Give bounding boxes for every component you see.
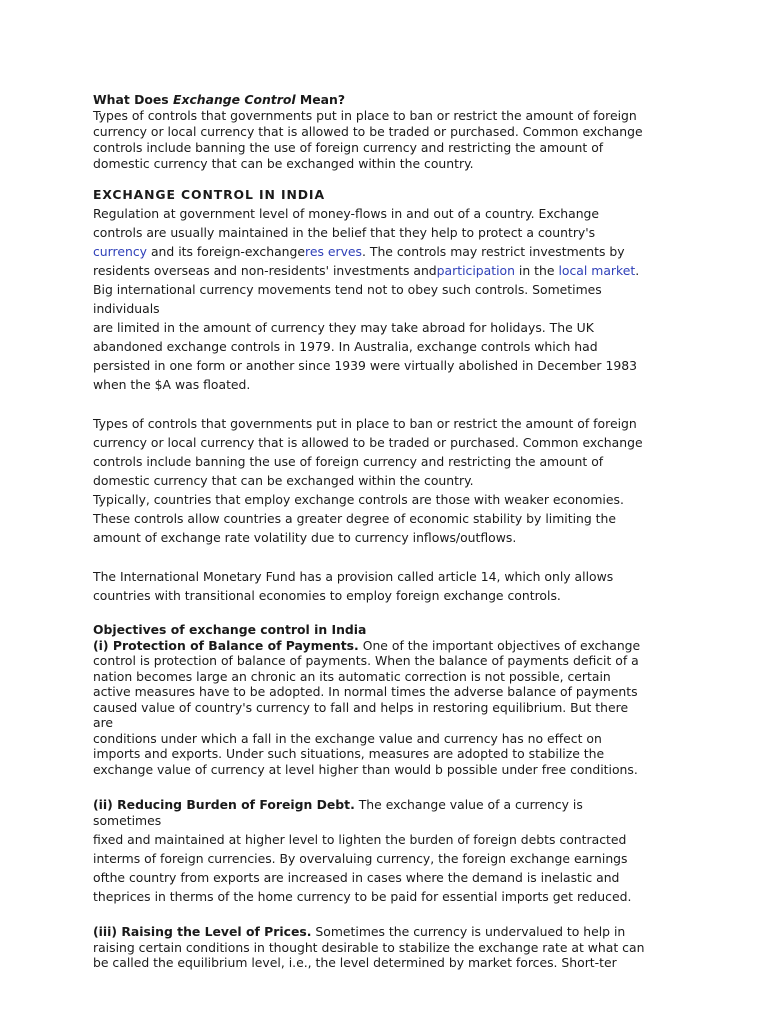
paragraph-line: domestic currency that can be exchanged within the country. — [93, 156, 474, 171]
section-exchange-control-india — [93, 185, 683, 394]
paragraph-line: (iii) Raising the Level of Prices. Sometimes the currency is undervalued to help in — [93, 924, 626, 939]
paragraph-line: controls include banning the use of foreign currency and restricting the amount of — [93, 454, 604, 469]
participation-link[interactable]: participation — [436, 263, 515, 278]
paragraph-line: sometimes — [93, 812, 162, 828]
paragraph-line: Big international currency movements tend not to obey such controls. Sometimes — [93, 282, 602, 297]
paragraph-line: active measures have to be adopted. In normal times the adverse balance of payments — [93, 684, 638, 699]
objective-title: (iii) Raising the Level of Prices. — [93, 924, 312, 939]
section-heading: Objectives of exchange control in India — [93, 622, 367, 637]
currency-link[interactable]: currency — [93, 244, 147, 259]
section-objective-ii-body — [93, 830, 683, 906]
paragraph-line: caused value of country's currency to fall and helps in restoring equilibrium. But there — [93, 699, 629, 715]
paragraph-line: theprices in therms of the home currency to be paid for essential imports get reduced. — [93, 889, 632, 904]
paragraph-line: conditions under which a fall in the exchange value and currency has no effect on — [93, 730, 602, 746]
paragraph-line: currency and its foreign-exchangeres erves. The controls may restrict investments by — [93, 244, 625, 259]
section-types-of-controls — [93, 414, 683, 547]
paragraph-line: exchange value of currency at level higher than would b possible under free conditions. — [93, 761, 638, 777]
paragraph-line: Typically, countries that employ exchange controls are those with weaker economies. — [93, 492, 624, 507]
paragraph-line: Regulation at government level of money-flows in and out of a country. Exchange — [93, 206, 600, 221]
section-objective-iii — [93, 924, 683, 971]
paragraph-line: amount of exchange rate volatility due to currency inflows/outflows. — [93, 530, 517, 545]
paragraph-line: currency or local currency that is allowed to be traded or purchased. Common exchange — [93, 124, 643, 139]
paragraph-line: persisted in one form or another since 1939 were virtually abolished in December 1983 — [93, 358, 637, 373]
paragraph-line: residents overseas and non-residents' investments andparticipation in the local market. — [93, 263, 640, 278]
paragraph-line: The International Monetary Fund has a provision called article 14, which only allows — [93, 569, 614, 584]
section-title: What Does Exchange Control Mean? — [93, 92, 346, 107]
paragraph-line: (i) Protection of Balance of Payments. One of the important objectives of exchange — [93, 637, 641, 653]
paragraph-line: domestic currency that can be exchanged within the country. — [93, 473, 474, 488]
reserves-link[interactable]: res erves — [305, 244, 362, 259]
local-market-link[interactable]: local market — [558, 263, 636, 278]
objective-title: (ii) Reducing Burden of Foreign Debt. — [93, 797, 355, 812]
paragraph-line: control is protection of balance of payments. When the balance of payments deficit of a — [93, 653, 639, 668]
paragraph-line: individuals — [93, 301, 160, 316]
section-imf-provision — [93, 567, 683, 605]
paragraph-line: Types of controls that governments put in place to ban or restrict the amount of foreign — [93, 108, 637, 123]
section-objectives — [93, 622, 683, 777]
paragraph-line: raising certain conditions in thought desirable to stabilize the exchange rate at what can — [93, 939, 645, 955]
paragraph-line: fixed and maintained at higher level to lighten the burden of foreign debts contracted — [93, 832, 627, 847]
section-exchange-control-meaning — [93, 92, 683, 172]
paragraph-line: abandoned exchange controls in 1979. In Australia, exchange controls which had — [93, 339, 598, 354]
paragraph-line: controls include banning the use of foreign currency and restricting the amount of — [93, 140, 604, 155]
paragraph-line: controls are usually maintained in the belief that they help to protect a country's — [93, 225, 596, 240]
paragraph-line: are limited in the amount of currency they may take abroad for holidays. The UK — [93, 320, 594, 335]
paragraph-line: interms of foreign currencies. By overvaluing currency, the foreign exchange earnings — [93, 851, 628, 866]
paragraph-line: when the $A was floated. — [93, 377, 251, 392]
paragraph-line: currency or local currency that is allowed to be traded or purchased. Common exchange — [93, 435, 643, 450]
objective-title: (i) Protection of Balance of Payments. — [93, 637, 359, 653]
paragraph-line: Types of controls that governments put in place to ban or restrict the amount of foreign — [93, 416, 637, 431]
paragraph-line: be called the equilibrium level, i.e., the level determined by market forces. Short-ter — [93, 955, 617, 970]
section-heading: EXCHANGE CONTROL IN INDIA — [93, 187, 325, 202]
paragraph-line: ofthe country from exports are increased in cases where the demand is inelastic and — [93, 870, 620, 885]
paragraph-line: are — [93, 715, 114, 730]
paragraph-line: These controls allow countries a greater degree of economic stability by limiting the — [93, 511, 617, 526]
paragraph-line: nation becomes large an chronic an its automatic correction is not possible, certain — [93, 668, 611, 684]
section-objective-ii-head — [93, 797, 683, 828]
paragraph-line: countries with transitional economies to employ foreign exchange controls. — [93, 588, 561, 603]
paragraph-line: imports and exports. Under such situations, measures are adopted to stabilize the — [93, 746, 605, 761]
paragraph-line: (ii) Reducing Burden of Foreign Debt. The exchange value of a currency is — [93, 797, 583, 812]
